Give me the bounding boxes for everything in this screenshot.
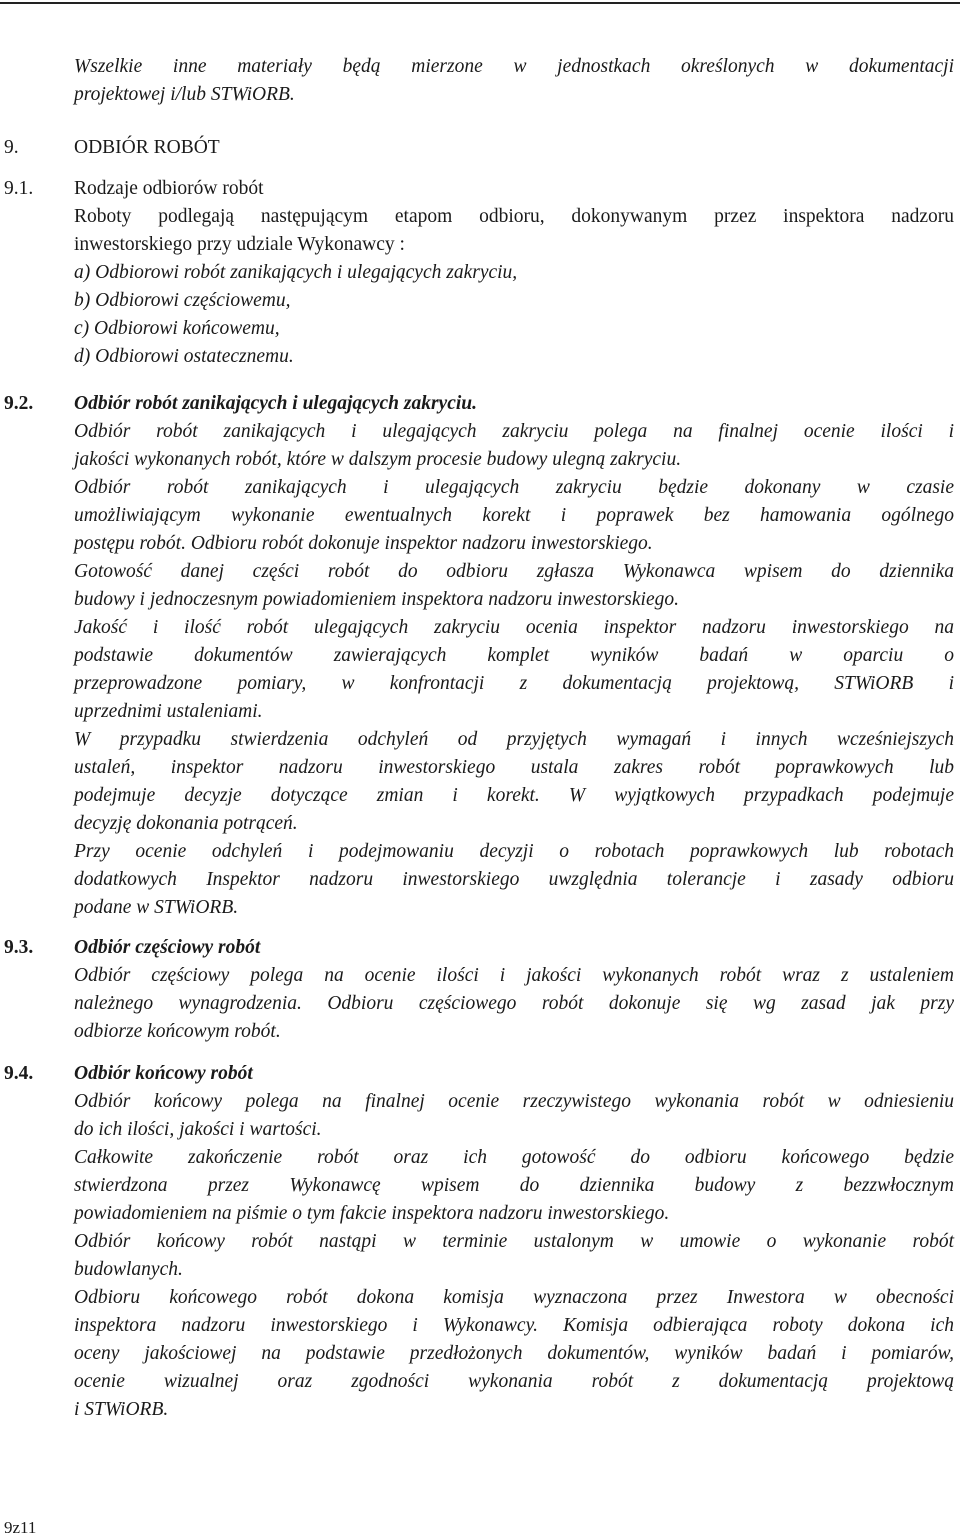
section-number: 9. [4, 137, 19, 158]
paragraph-line: budowy i jednoczesnym powiadomieniem inspektora nadzoru inwestorskiego. [74, 589, 679, 610]
page-number: 9z11 [4, 1518, 37, 1537]
paragraph-line: ustaleń, inspektor nadzoru inwestorskiego ustala zakres robót poprawkowych lub [74, 757, 954, 778]
subsection-title: Odbiór robót zanikających i ulegających zakryciu. [74, 393, 477, 414]
paragraph-line: W przypadku stwierdzenia odchyleń od przyjętych wymagań i innych wcześniejszych [74, 729, 954, 750]
paragraph-line: dodatkowych Inspektor nadzoru inwestorskiego uwzględnia tolerancje i zasady odbioru [74, 869, 954, 890]
intro-line: projektowej i/lub STWiORB. [74, 84, 295, 105]
section-title: ODBIÓR ROBÓT [74, 137, 220, 158]
paragraph-line: Gotowość danej części robót do odbioru zgłasza Wykonawca wpisem do dziennika [74, 561, 954, 582]
subsection-title: Rodzaje odbiorów robót [74, 178, 264, 199]
subsection-number: 9.1. [4, 178, 34, 199]
paragraph-line: odbiorze końcowym robót. [74, 1021, 281, 1042]
paragraph-line: oceny jakościowej na podstawie przedłożonych dokumentów, wyników badań i pomiarów, [74, 1343, 954, 1364]
subsection-number: 9.4. [4, 1063, 34, 1084]
paragraph-line: Całkowite zakończenie robót oraz ich gotowość do odbioru końcowego będzie [74, 1147, 954, 1168]
paragraph-line: podejmuje decyzje dotyczące zmian i korekt. W wyjątkowych przypadkach podejmuje [74, 785, 954, 806]
paragraph-line: budowlanych. [74, 1259, 183, 1280]
paragraph-line: i STWiORB. [74, 1399, 169, 1420]
list-item: c) Odbiorowi końcowemu, [74, 318, 280, 339]
paragraph-line: przeprowadzone pomiary, w konfrontacji z dokumentacją projektową, STWiORB i [74, 673, 954, 694]
paragraph-line: decyzję dokonania potrąceń. [74, 813, 298, 834]
subsection-number: 9.3. [4, 937, 34, 958]
paragraph-line: Jakość i ilość robót ulegających zakryciu ocenia inspektor nadzoru inwestorskiego na [74, 617, 954, 638]
paragraph-line: Przy ocenie odchyleń i podejmowaniu decyzji o robotach poprawkowych lub robotach [74, 841, 954, 862]
subsection-number: 9.2. [4, 393, 34, 414]
paragraph-line: powiadomieniem na piśmie o tym fakcie inspektora nadzoru inwestorskiego. [74, 1203, 670, 1224]
paragraph-line: Odbiór częściowy polega na ocenie ilości i jakości wykonanych robót wraz z ustaleniem [74, 965, 954, 986]
paragraph-line: ocenie wizualnej oraz zgodności wykonania robót z dokumentacją projektową [74, 1371, 954, 1392]
subsection-title: Odbiór częściowy robót [74, 937, 261, 958]
paragraph-line: Odbiór końcowy polega na finalnej ocenie rzeczywistego wykonania robót w odniesieniu [74, 1091, 954, 1112]
paragraph-line: Odbiór końcowy robót nastąpi w terminie ustalonym w umowie o wykonanie robót [74, 1231, 954, 1252]
paragraph-line: należnego wynagrodzenia. Odbioru częściowego robót dokonuje się wg zasad jak przy [74, 993, 954, 1014]
paragraph-line: stwierdzona przez Wykonawcę wpisem do dziennika budowy z bezzwłocznym [74, 1175, 954, 1196]
paragraph-line: jakości wykonanych robót, które w dalszym procesie budowy ulegną zakryciu. [74, 449, 682, 470]
paragraph-line: Odbiór robót zanikających i ulegających zakryciu będzie dokonany w czasie [74, 477, 954, 498]
paragraph-line: podane w STWiORB. [74, 897, 239, 918]
list-item: a) Odbiorowi robót zanikających i ulegających zakryciu, [74, 262, 518, 283]
paragraph-line: uprzednimi ustaleniami. [74, 701, 263, 722]
paragraph-line: do ich ilości, jakości i wartości. [74, 1119, 322, 1140]
paragraph-line: Odbioru końcowego robót dokona komisja wyznaczona przez Inwestora w obecności [74, 1287, 954, 1308]
paragraph-line: umożliwiającym wykonanie ewentualnych korekt i poprawek bez hamowania ogólnego [74, 505, 954, 526]
paragraph-line: Roboty podlegają następującym etapom odbioru, dokonywanym przez inspektora nadzoru [74, 206, 954, 227]
paragraph-line: inspektora nadzoru inwestorskiego i Wykonawcy. Komisja odbierająca roboty dokona ich [74, 1315, 954, 1336]
paragraph-line: Odbiór robót zanikających i ulegających zakryciu polega na finalnej ocenie ilości i [74, 421, 954, 442]
list-item: d) Odbiorowi ostatecznemu. [74, 346, 294, 367]
subsection-title: Odbiór końcowy robót [74, 1063, 253, 1084]
paragraph-line: inwestorskiego przy udziale Wykonawcy : [74, 234, 405, 255]
intro-line: Wszelkie inne materiały będą mierzone w jednostkach określonych w dokumentacji [74, 56, 954, 77]
paragraph-line: podstawie dokumentów zawierających komplet wyników badań w oparciu o [74, 645, 954, 666]
list-item: b) Odbiorowi częściowemu, [74, 290, 291, 311]
paragraph-line: postępu robót. Odbioru robót dokonuje inspektor nadzoru inwestorskiego. [74, 533, 653, 554]
